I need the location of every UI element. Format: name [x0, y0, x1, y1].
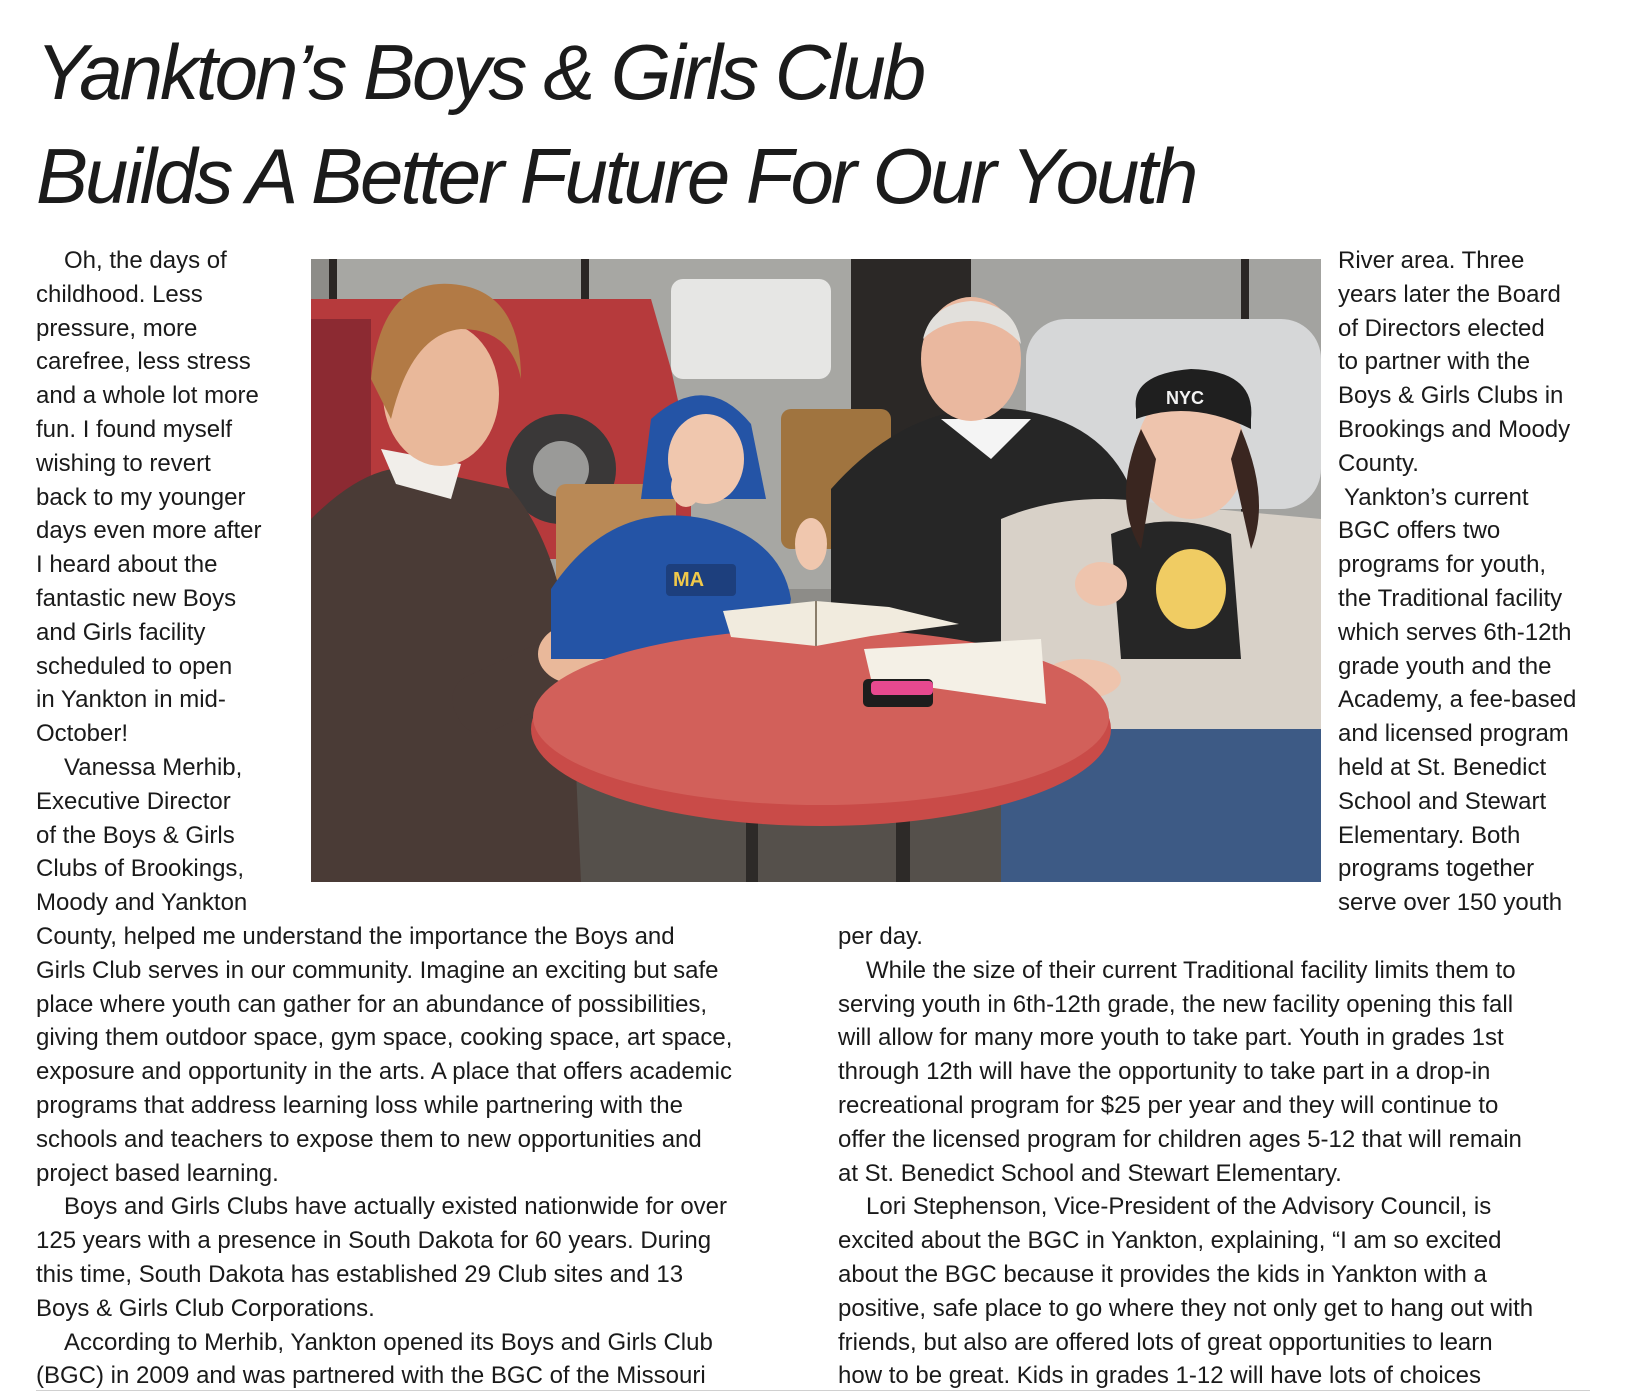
text-line: fantastic new Boys — [36, 584, 237, 612]
text-line: project based learning. — [36, 1159, 279, 1187]
text-line: (BGC) in 2009 and was partnered with the BGC of the Missouri — [36, 1362, 706, 1390]
text-line: Clubs of Brookings, — [36, 855, 245, 883]
text-line: Elementary. Both — [1338, 821, 1521, 849]
text-line: years later the Board — [1338, 280, 1561, 308]
text-line: fun. I found myself — [36, 415, 233, 443]
text-line: and Girls facility — [36, 618, 206, 646]
text-line: programs for youth, — [1338, 551, 1547, 579]
text-line: giving them outdoor space, gym space, cooking space, art space, — [36, 1024, 733, 1052]
right-wrap-column — [1338, 244, 1576, 920]
text-line: Boys & Girls Club Corporations. — [36, 1294, 375, 1322]
text-line: October! — [36, 720, 129, 748]
hat-print: NYC — [1166, 388, 1205, 408]
photo-illustration — [311, 259, 1321, 882]
bottom-right-column — [838, 920, 1533, 1393]
text-line: School and Stewart — [1338, 787, 1547, 815]
text-line: Moody and Yankton — [36, 889, 248, 917]
text-line: through 12th will have the opportunity to take part in a drop-in — [838, 1058, 1491, 1086]
text-line: wishing to revert — [36, 449, 211, 477]
text-line: Yankton’s current — [1344, 483, 1529, 511]
text-line: Boys & Girls Clubs in — [1338, 382, 1564, 410]
page-bottom-divider — [36, 1390, 1590, 1391]
text-line: and a whole lot more — [36, 382, 259, 410]
text-line: excited about the BGC in Yankton, explaining, “I am so excited — [838, 1227, 1502, 1255]
text-line: Oh, the days of — [64, 247, 227, 274]
text-line: County. — [1338, 449, 1419, 477]
headline-line-2: Builds A Better Future For Our Youth — [36, 132, 1196, 220]
hoodie-print: MA — [673, 569, 705, 591]
text-line: Brookings and Moody — [1338, 415, 1571, 443]
text-line: of Directors elected — [1338, 314, 1545, 342]
bottom-left-column — [36, 920, 732, 1393]
text-line: pressure, more — [36, 314, 198, 342]
text-line: Academy, a fee-based — [1338, 686, 1577, 714]
text-line: Boys and Girls Clubs have actually existed nationwide for over — [64, 1193, 727, 1221]
text-line: serving youth in 6th-12th grade, the new facility opening this fall — [838, 990, 1514, 1018]
text-line: programs together — [1338, 855, 1535, 883]
text-line: friends, but also are offered lots of great opportunities to learn — [838, 1328, 1493, 1356]
text-line: I heard about the — [36, 551, 218, 579]
headline-line-1: Yankton’s Boys & Girls Club — [36, 28, 924, 116]
text-line: will allow for many more youth to take part. Youth in grades 1st — [838, 1024, 1504, 1052]
text-line: days even more after — [36, 517, 262, 545]
text-line: of the Boys & Girls — [36, 821, 235, 849]
text-line: about the BGC because it provides the kids in Yankton with a — [838, 1260, 1487, 1288]
text-line: According to Merhib, Yankton opened its Boys and Girls Club — [64, 1328, 713, 1356]
text-line: and licensed program — [1338, 720, 1569, 748]
left-wrap-column — [36, 244, 261, 920]
text-line: at St. Benedict School and Stewart Elementary. — [838, 1159, 1342, 1187]
text-line: serve over 150 youth — [1338, 889, 1563, 917]
text-line: BGC offers two — [1338, 517, 1501, 545]
text-line: Lori Stephenson, Vice-President of the Advisory Council, is — [866, 1193, 1492, 1221]
text-line: Executive Director — [36, 787, 231, 815]
text-line: scheduled to open — [36, 652, 233, 680]
text-line: which serves 6th-12th — [1338, 618, 1572, 646]
text-line: in Yankton in mid- — [36, 686, 226, 714]
text-line: this time, South Dakota has established 29 Club sites and 13 — [36, 1260, 684, 1288]
text-line: 125 years with a presence in South Dakota for 60 years. During — [36, 1227, 712, 1255]
text-line: per day. — [838, 923, 923, 950]
text-line: While the size of their current Traditional facility limits them to — [866, 956, 1516, 984]
text-line: carefree, less stress — [36, 348, 251, 376]
text-line: positive, safe place to go where they not only get to hang out with — [838, 1294, 1534, 1322]
text-line: schools and teachers to expose them to new opportunities and — [36, 1125, 702, 1153]
text-line: back to my younger — [36, 483, 246, 511]
text-line: County, helped me understand the importance the Boys and — [36, 923, 675, 950]
text-line: grade youth and the — [1338, 652, 1552, 680]
text-line: offer the licensed program for children ages 5-12 that will remain — [838, 1125, 1522, 1153]
text-line: River area. Three — [1338, 247, 1525, 274]
article-headline — [36, 20, 1576, 228]
text-line: recreational program for $25 per year and they will continue to — [838, 1091, 1499, 1119]
text-line: Girls Club serves in our community. Imagine an exciting but safe — [36, 956, 719, 984]
text-line: childhood. Less — [36, 280, 203, 308]
text-line: programs that address learning loss while partnering with the — [36, 1091, 684, 1119]
text-line: place where youth can gather for an abundance of possibilities, — [36, 990, 708, 1018]
text-line: Vanessa Merhib, — [64, 753, 243, 781]
text-line: to partner with the — [1338, 348, 1531, 376]
article-photo — [311, 259, 1321, 882]
text-line: the Traditional facility — [1338, 584, 1563, 612]
text-line: held at St. Benedict — [1338, 753, 1547, 781]
text-line: exposure and opportunity in the arts. A place that offers academic — [36, 1058, 732, 1086]
text-line: how to be great. Kids in grades 1-12 will have lots of choices — [838, 1362, 1482, 1390]
